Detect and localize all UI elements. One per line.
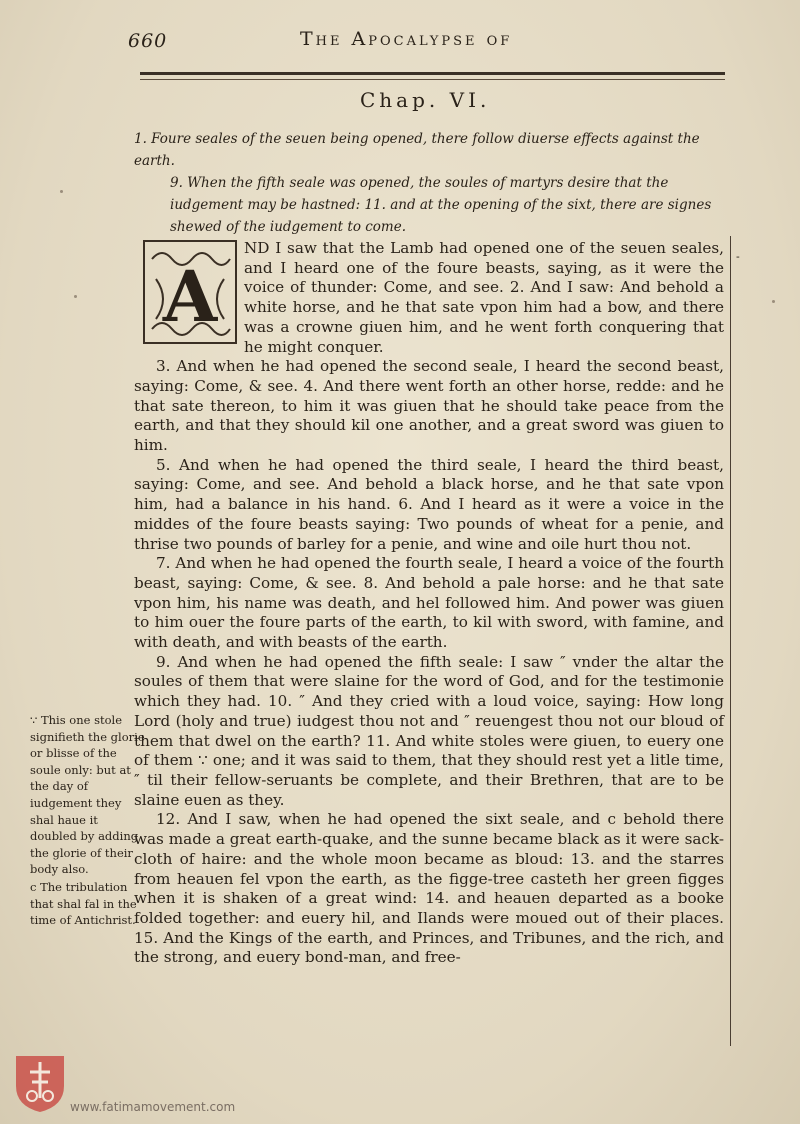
chapter-title: Chap. VI. <box>360 88 491 112</box>
header-rule-thin <box>140 79 725 80</box>
summary-line: 1. Foure seales of the seuen being opened, there follow diuerse effects against the earth. <box>134 131 700 169</box>
margin-mark: - <box>736 250 740 263</box>
fatima-movement-logo-icon <box>12 1052 68 1114</box>
running-title: The Apocalypse of <box>300 28 513 50</box>
footer-url: www.fatimamovement.com <box>70 1100 236 1114</box>
chapter-summary <box>134 128 724 238</box>
verse-paragraph: 7. And when he had opened the fourth seale, I heard a voice of the fourth beast, saying: Come, & see. 8. And behold a pale horse: and he that sate vpon him, his name was death, and hel followed him. And power was giuen to him ouer the foure parts of the earth, to kil with sword, with famine, and with death, and with beasts of the earth. <box>134 554 724 652</box>
page-number: 660 <box>128 30 168 52</box>
sidenotes <box>30 712 145 930</box>
paper-speck <box>60 190 63 193</box>
margin-bar <box>730 236 731 1046</box>
verse-paragraph: ND I saw that the Lamb had opened one of the seuen seales, and I heard one of the foure beasts, saying, as it were the voice of thunder: Come, and see. 2. And I saw: And behold a white horse, and he that sate vpon him had a bow, and there was a crowne giuen him, and he went forth conquering that he might conquer. <box>244 239 724 356</box>
verse-paragraph: 5. And when he had opened the third seale, I heard the third beast, saying: Come, and see. And behold a black horse, and he that sate vpon him, had a balance in his hand. 6. And I heard as it were a voice in the middes of the foure beasts saying: Two pounds of wheat for a penie, and thrise two pounds of barley for a penie, and wine and oile hurt thou not. <box>134 455 724 553</box>
verse-paragraph: 12. And I saw, when he had opened the sixt seale, and c behold there was made a great earth-quake, and the sunne became black as it were sack-cloth of haire: and the whole moon became as bloud: 13. and the starres from heauen fel vpon the earth, as the figge-tree casteth her green figges when it is shaken of a great wind: 14. and heauen departed as a booke folded together: and euery hil, and Ilands were moued out of their places. 15. And the Kings of the earth, and Princes, and Tribunes, and the rich, and the strong, and euery bond-man, and free- <box>134 810 724 967</box>
decorated-initial-icon <box>142 239 238 345</box>
paper-speck <box>74 295 77 298</box>
summary-line: 9. When the fifth seale was opened, the soules of martyrs desire that the iudgement may be hastned: 11. and at the opening of the sixt, there are signes shewed of the iudgement to come. <box>170 175 712 235</box>
initial-letter: A <box>162 255 218 338</box>
paper-speck <box>772 300 775 303</box>
sidenote: c The tribulation that shal fal in the time of Antichrist. <box>30 879 137 928</box>
main-text <box>134 239 724 968</box>
page-header <box>0 26 800 56</box>
header-rule <box>140 72 725 75</box>
verse-paragraph: 3. And when he had opened the second seale, I heard the second beast, saying: Come, & see. 4. And there went forth an other horse, redde: and he that sate thereon, to him it was giuen that he should take peace from the earth, and that they should kil one another, and a great sword was giuen to him. <box>134 357 724 455</box>
sidenote: ∵ This one stole signifieth the glorie or blisse of the soule only: but at the day of iudgement they shal haue it doubled by adding the glorie of their body also. <box>30 713 145 877</box>
verse-paragraph: 9. And when he had opened the fifth seale: I saw ″ vnder the altar the soules of them that were slaine for the word of God, and for the testimonie which they had. 10. ″ And they cried with a loud voice, saying: How long Lord (holy and true) iudgest thou not and ″ reuengest thou not our bloud of them that dwel on the earth? 11. And white stoles were giuen, to euery one of them ∵ one; and it was said to them, that they should rest yet a litle time, ″ til their fellow-seruants be complete, and their Brethren, that are to be slaine euen as they. <box>134 652 724 809</box>
